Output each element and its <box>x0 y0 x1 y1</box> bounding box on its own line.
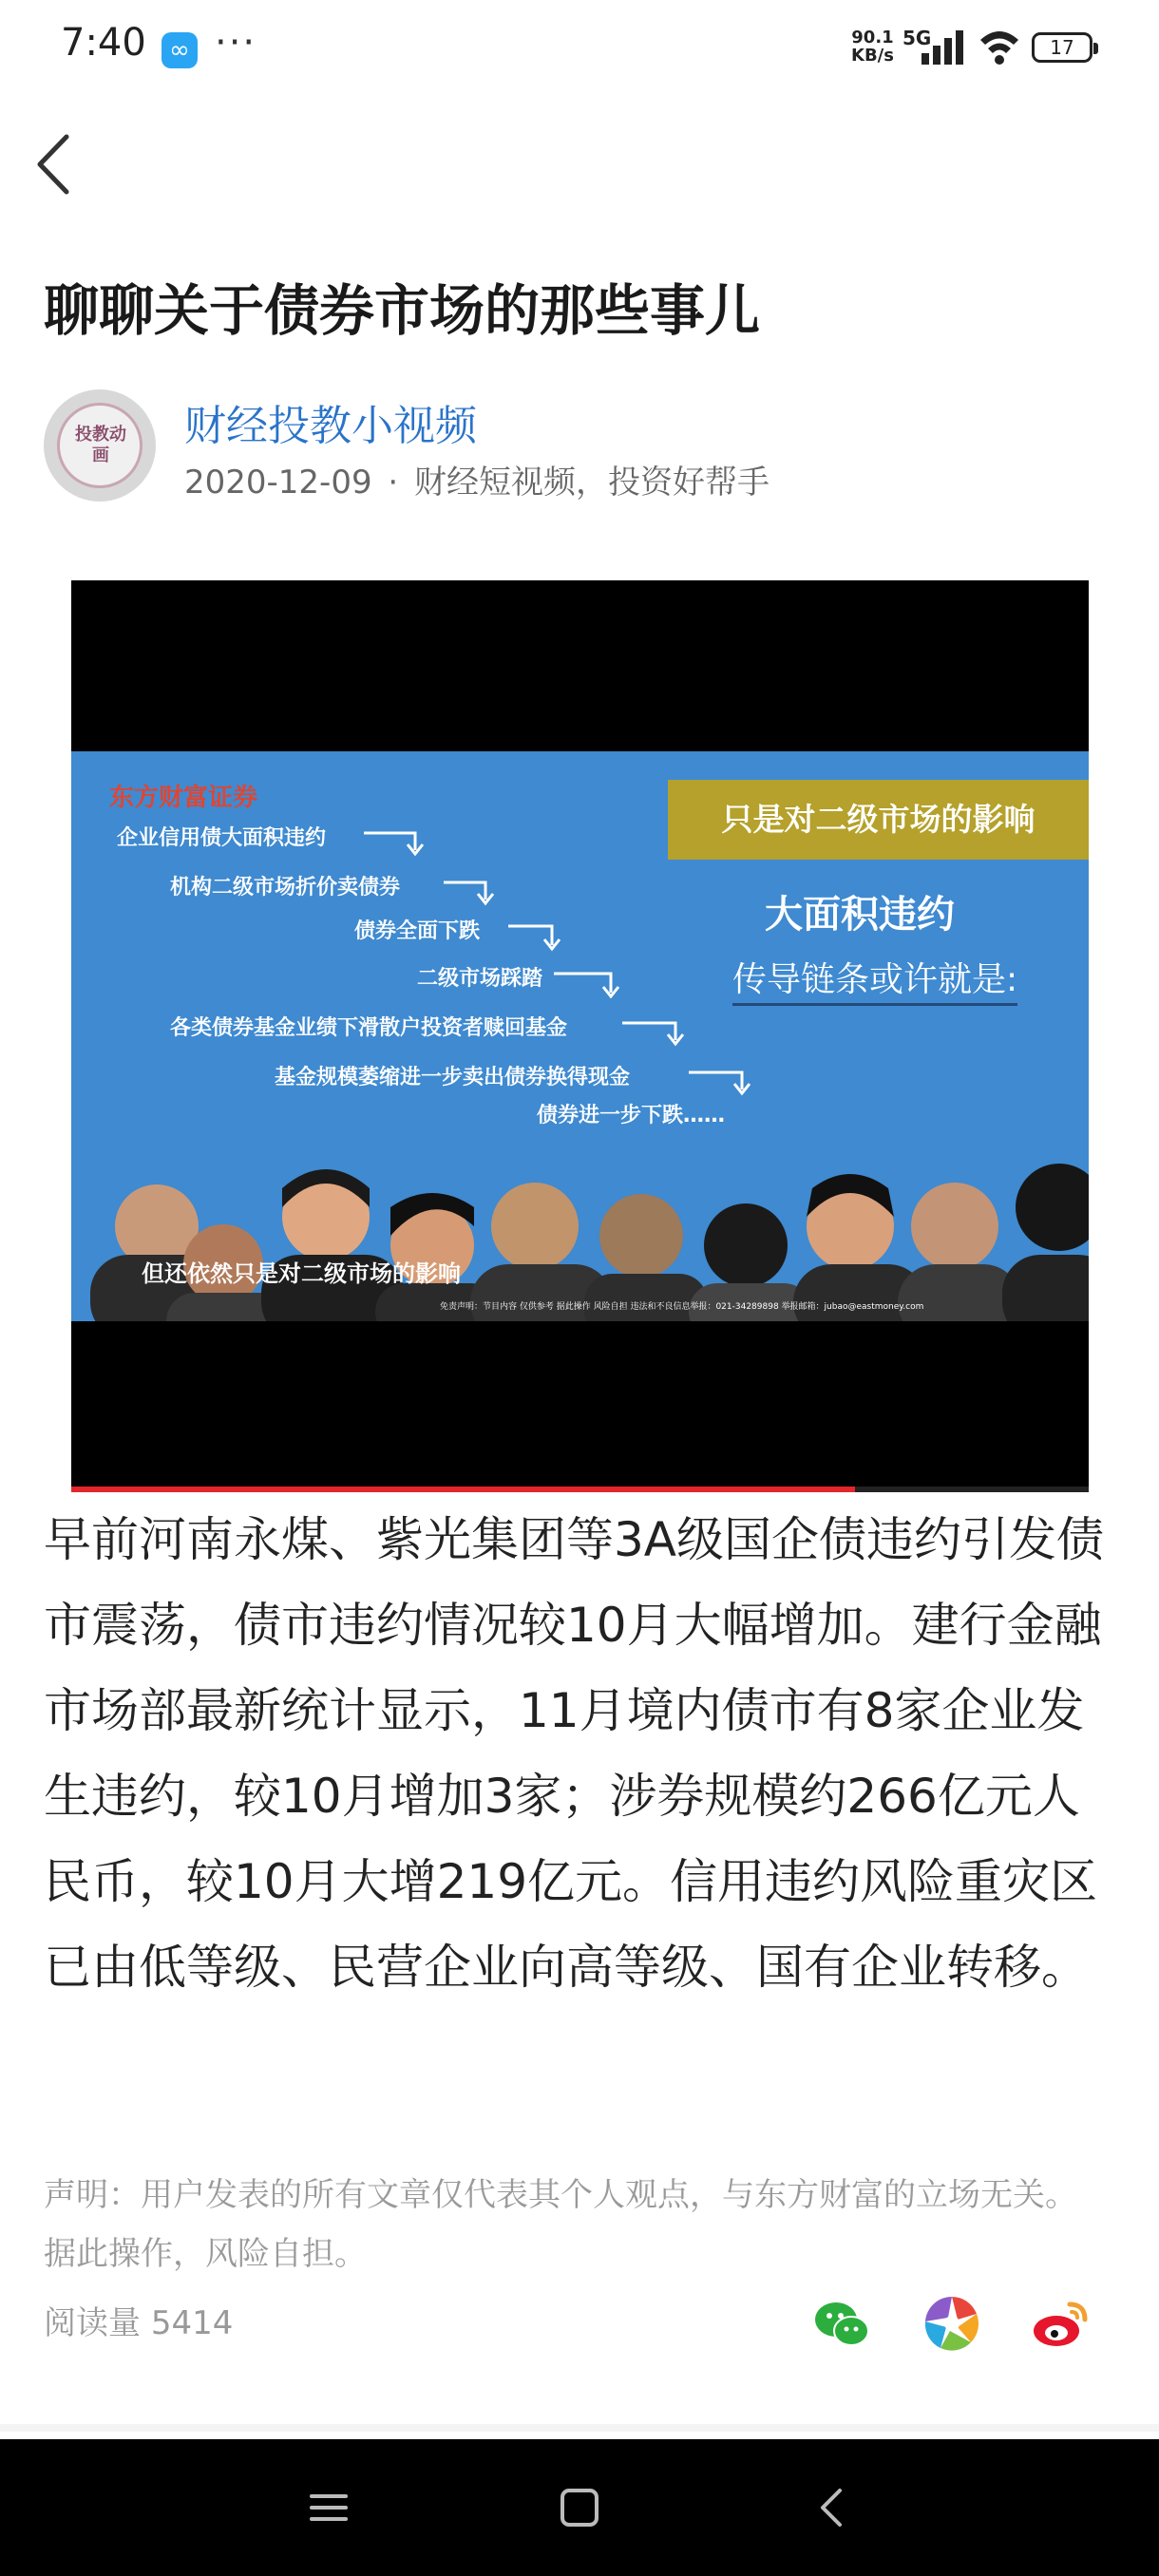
moments-icon[interactable] <box>922 2293 982 2354</box>
avatar-text: 投教动画 <box>75 425 126 465</box>
back-icon[interactable] <box>806 2481 859 2534</box>
audience-illustration <box>71 1150 1089 1321</box>
network-speed-unit: KB/s <box>851 46 894 66</box>
network-speed-value: 90.1 <box>851 28 894 47</box>
home-icon[interactable] <box>553 2481 606 2534</box>
chevron-left-icon[interactable] <box>32 131 74 198</box>
article-title: 聊聊关于债券市场的那些事儿 <box>44 278 761 343</box>
read-count <box>44 2297 233 2343</box>
chain-line-2: 机构二级市场折价卖债券 <box>170 876 401 900</box>
chain-line-6: 基金规模萎缩进一步卖出债券换得现金 <box>275 1066 631 1089</box>
video-frame <box>71 751 1089 1321</box>
weibo-icon[interactable] <box>1030 2293 1091 2354</box>
disclaimer-text: 声明：用户发表的所有文章仅代表其个人观点，与东方财富的立场无关。据此操作，风险自担。 <box>44 2176 1077 2273</box>
status-bar <box>0 0 1159 99</box>
video-headline: 大面积违约 <box>765 893 955 937</box>
chain-line-1: 企业信用债大面积违约 <box>117 826 327 850</box>
app-notification-icon: ∞ <box>162 32 198 68</box>
status-time: 7:40 <box>61 21 146 65</box>
chain-line-5: 各类债券基金业绩下滑散户投资者赎回基金 <box>170 1016 568 1040</box>
video-caption: 但还依然只是对二级市场的影响 <box>142 1260 461 1287</box>
avatar[interactable] <box>44 389 156 502</box>
article-body: 早前河南永煤、紫光集团等3A级国企债违约引发债市震荡，债市违约情况较10月大幅增加。建行金融市场部最新统计显示，11月境内债市有8家企业发生违约，较10月增加3家；涉券规模约266亿元人民币，较10月大增219亿元。信用违约风险重灾区已由低等级、民营企业向高等级、国有企业转移。 <box>44 1512 1105 1995</box>
video-progress-bar[interactable] <box>71 1487 1089 1492</box>
chain-line-3: 债券全面下跌 <box>354 919 481 943</box>
author-tagline: 财经短视频，投资好帮手 <box>414 464 770 502</box>
video-banner: 只是对二级市场的影响 <box>668 780 1089 860</box>
video-subline: 传导链条或许就是: <box>732 953 1017 1006</box>
video-footer-disclaimer: 免责声明：节目内容 仅供参考 据此操作 风险自担 违法和不良信息举报：021-34289898 举报邮箱：jubao@eastmoney.com <box>440 1302 924 1312</box>
battery-icon: 17 <box>1032 32 1092 63</box>
system-nav-bar <box>0 2439 1159 2576</box>
video-progress-fill <box>71 1487 855 1492</box>
post-date: 2020-12-09 <box>184 464 372 502</box>
video-logo: 东方财富证券 <box>109 784 258 812</box>
meta-separator: · <box>388 464 399 502</box>
signal-icon <box>920 28 967 66</box>
wechat-icon[interactable] <box>811 2293 872 2354</box>
video-player[interactable] <box>71 580 1089 1492</box>
author-name[interactable]: 财经投教小视频 <box>184 402 477 450</box>
read-count-label: 阅读量 <box>44 2304 141 2342</box>
menu-icon[interactable] <box>302 2481 355 2534</box>
read-count-value: 5414 <box>150 2304 234 2342</box>
post-meta <box>184 456 770 502</box>
chain-line-7: 债券进一步下跌…… <box>537 1104 726 1127</box>
more-notifications-icon: ··· <box>215 21 257 65</box>
chain-line-4: 二级市场踩踏 <box>417 967 543 991</box>
wifi-icon <box>978 28 1020 66</box>
section-divider <box>0 2424 1159 2432</box>
network-speed <box>851 28 894 65</box>
avatar-badge <box>57 403 142 488</box>
network-type: 5G <box>902 27 932 49</box>
